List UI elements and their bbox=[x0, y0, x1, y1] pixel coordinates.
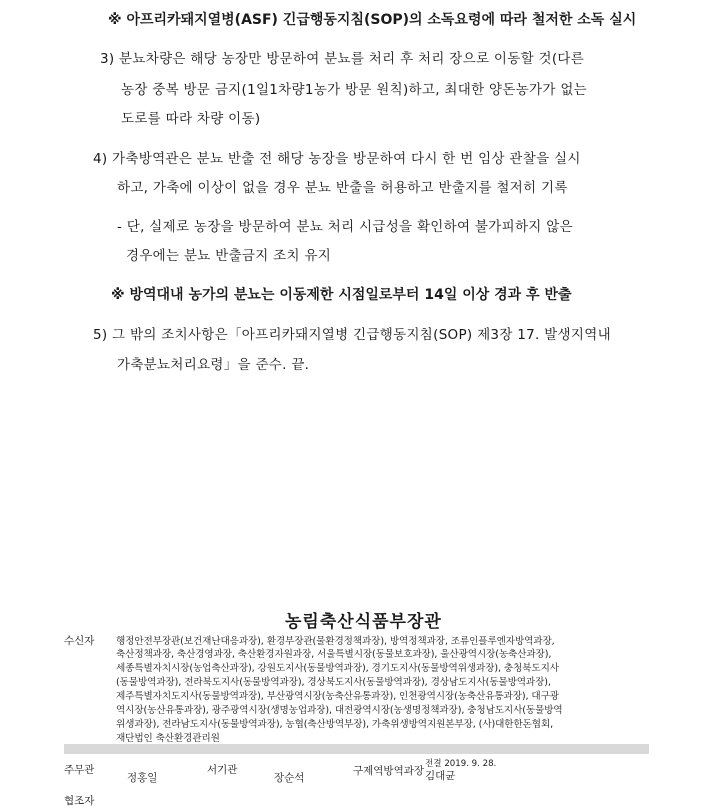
notice-manure-transport: ※ 방역대내 농가의 분뇨는 이동제한 시점일로부터 14일 이상 경과 후 반출 bbox=[111, 287, 572, 303]
recipients-line-1: 행정안전부장관(보건재난대응과장), 환경부장관(물환경정책과장), 방역정책과장, 조류인플루엔자방역과장, bbox=[116, 636, 555, 647]
approver-name: 김대균 bbox=[425, 770, 456, 782]
item5-line-2: 가축분뇨처리요령」을 준수. 끝. bbox=[117, 357, 310, 373]
clerk-label: 서기관 bbox=[207, 764, 238, 776]
recipients-line-4: (동물방역과장), 전라북도지사(동물방역과장), 경상북도지사(동물방역과장), 경상남도지사(동물방역과장), bbox=[116, 677, 551, 688]
item4-sub-line-1: - 단, 실제로 농장을 방문하여 분뇨 처리 시급성을 확인하여 불가피하지 않은 bbox=[117, 219, 573, 235]
recipients-line-2: 축산정책과장, 축산경영과장, 축산환경자원과장, 서울특별시장(동물보호과장), 울산광역시장(농축산과장), bbox=[116, 649, 552, 660]
drafter-name: 정홍일 bbox=[127, 772, 158, 784]
cooperator-label: 협조자 bbox=[64, 795, 95, 807]
recipients-label: 수신자 bbox=[64, 635, 95, 647]
item4-line-2: 하고, 가축에 이상이 없을 경우 분뇨 반출을 허용하고 반출지를 철저히 기록 bbox=[117, 180, 568, 196]
recipients-line-3: 세종특별자치시장(농업축산과장), 강원도지사(동물방역과장), 경기도지사(동물방역위생과장), 충청북도지사 bbox=[116, 663, 559, 674]
sender-name: 농림축산식품부장관 bbox=[285, 612, 442, 632]
recipients-line-8: 재단법인 축산환경관리원 bbox=[116, 733, 220, 744]
recipients-line-5: 제주특별자치도지사(동물방역과장), 부산광역시장(농축산유통과장), 인천광역시장(농축산유통과장), 대구광 bbox=[116, 691, 559, 702]
notice-disinfection: ※ 아프리카돼지열병(ASF) 긴급행동지침(SOP)의 소독요령에 따라 철저한 소독 실시 bbox=[108, 12, 637, 28]
item4-line-1: 4) 가축방역관은 분뇨 반출 전 해당 농장을 방문하여 다시 한 번 임상 관찰을 실시 bbox=[93, 151, 581, 167]
item5-line-1: 5) 그 밖의 조치사항은「아프리카돼지열병 긴급행동지침(SOP) 제3장 17. 발생지역내 bbox=[93, 327, 611, 343]
clerk-name: 장순석 bbox=[274, 772, 305, 784]
approval-divider bbox=[64, 744, 649, 754]
item4-sub-line-2: 경우에는 분뇨 반출금지 조치 유지 bbox=[126, 248, 332, 264]
approver-label: 구제역방역과장 bbox=[353, 765, 425, 777]
recipients-line-7: 위생과장), 전라남도지사(동물방역과장), 농협(축산방역부장), 가축위생방역지원본부장, (사)대한한돈협회, bbox=[116, 719, 554, 730]
recipients-line-6: 역시장(농산유통과장), 광주광역시장(생명농업과장), 대전광역시장(농생명정책과장), 충청남도지사(동물방역 bbox=[116, 705, 563, 716]
approver-date: 전결 2019. 9. 28. bbox=[425, 759, 497, 769]
item3-line-1: 3) 분뇨차량은 해당 농장만 방문하여 분뇨를 처리 후 처리 장으로 이동할 것(다른 bbox=[100, 51, 585, 67]
drafter-label: 주무관 bbox=[64, 764, 95, 776]
item3-line-3: 도로를 따라 차량 이동) bbox=[121, 111, 261, 127]
item3-line-2: 농장 중복 방문 금지(1일1차량1농가 방문 원칙)하고, 최대한 양돈농가가 없는 bbox=[121, 82, 588, 98]
